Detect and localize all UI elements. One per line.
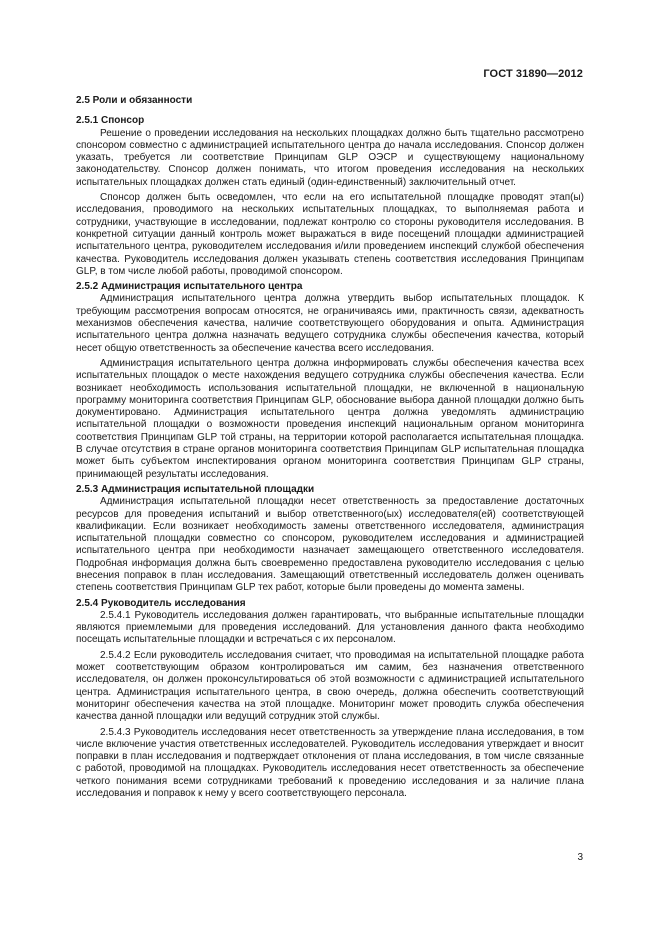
paragraph: 2.5.4.3 Руководитель исследования несет ответственность за утверждение плана исследования, в том числе включение участия ответственных исследователей. Руководитель исследования утверждает и вносит поправки в план исследования и подтверждает отклонения от плана исследования, в том числе связанные с работой, проводимой на площадках. Руководитель исследования несет ответственность за обеспечение четкого понимания всеми сотрудниками требований к проведению исследования и за наличие плана исследования и поправок к нему у всего соответствующего персонала.	[76, 726, 584, 800]
paragraph: 2.5.4.2 Если руководитель исследования считает, что проводимая на испытательной площадке работа может соответствующим образом контролироваться им самим, без назначения ответственного исследователя, он должен проконсультироваться об этой возможности с администрацией испытательного центра. Администрация испытательного центра, в свою очередь, должна обеспечить соответствующий мониторинг обеспечения качества на этой площадке. Мониторинг может проводить служба обеспечения качества данной площадки или ведущий сотрудник этой службы.	[76, 649, 584, 723]
page-number: 3	[577, 852, 583, 863]
document-body	[76, 95, 584, 800]
document-code: ГОСТ 31890—2012	[483, 68, 583, 80]
section-title-2-5-2: 2.5.2 Администрация испытательного центра	[76, 281, 303, 293]
paragraph: Решение о проведении исследования на нескольких площадках должно быть тщательно рассмотрено спонсором совместно с администрацией испытательного центра до начала исследования. Спонсор должен указать, требуется ли соответствие Принципам GLP ОЭСР и существующему национальному законодательству. Спонсор должен понимать, что итогом проведения исследования на нескольких испытательных площадках должен стать единый (один-единственный) заключительный отчет.	[76, 127, 584, 188]
paragraph: Спонсор должен быть осведомлен, что если на его испытательной площадке проводят этап(ы) исследования, проводимого на нескольких испытательных площадках, то выполняемая работа и сотрудники, участвующие в исследовании, подлежат контролю со стороны руководителя исследования. В конкретной ситуации данный контроль может выражаться в виде посещений площадки администрацией испытательного центра, руководителем исследования и/или проведением инспекций службой обеспечения качества. Руководитель исследования должен указывать степень соответствия исследования Принципам GLP, в том числе любой работы, проводимой спонсором.	[76, 192, 584, 277]
paragraph: Администрация испытательного центра должна информировать службы обеспечения качества всех испытательных площадок о месте нахождения ведущего сотрудника службы обеспечения качества. Если возникает необходимость использования испытательной площадки, не включенной в национальную программу мониторинга соответствия Принципам GLP, обоснование выбора данной площадки должно быть документировано. Администрация испытательного центра должна уведомлять администрацию испытательной площадки о возможности проведения инспекций национальным органом мониторинга соответствия Принципам GLP той страны, на территории которой располагается испытательная площадка. В случае отсутствия в стране органов мониторинга соответствия Принципам GLP испытательная площадка может быть субъектом инспектирования органом мониторинга соответствия Принципам GLP страны, принимающей результаты исследования.	[76, 357, 585, 480]
paragraph: 2.5.4.1 Руководитель исследования должен гарантировать, что выбранные испытательные площадки являются приемлемыми для проведения исследований. Для установления данного факта необходимо посещать испытательные площадки и встречаться с их персоналом.	[76, 609, 584, 646]
paragraph: Администрация испытательного центра должна утвердить выбор испытательных площадок. К требующим рассмотрения вопросам относятся, не ограничиваясь ими, практичность связи, адекватность механизмов обеспечения качества, наличие соответствующего оборудования и опыта. Администрация испытательного центра должна назначать ведущего сотрудника службы обеспечения качества, который несет общую ответственность за обеспечение качества всего исследования.	[76, 293, 584, 354]
paragraph: Администрация испытательной площадки несет ответственность за предоставление достаточных ресурсов для проведения испытаний и выбор ответственного(ых) исследователя(ей) соответствующей квалификации. Если возникает необходимость замены ответственного исследователя, администрация испытательной площадки совместно со спонсором, руководителем исследования и администрацией испытательного центра при необходимости назначает замещающего ответственного исследователя. Подробная информация должна быть своевременно предоставлена руководителю исследования с целью внесения поправок в план исследования. Замещающий ответственный исследователь должен оценивать степень соответствия Принципам GLP тех работ, которые были проведены до момента замены.	[76, 496, 584, 594]
section-title-2-5-1: 2.5.1 Спонсор	[76, 115, 145, 127]
section-title-2-5-4: 2.5.4 Руководитель исследования	[76, 597, 246, 609]
section-title-2-5: 2.5 Роли и обязанности	[76, 95, 193, 106]
section-title-2-5-3: 2.5.3 Администрация испытательной площадки	[76, 483, 315, 495]
